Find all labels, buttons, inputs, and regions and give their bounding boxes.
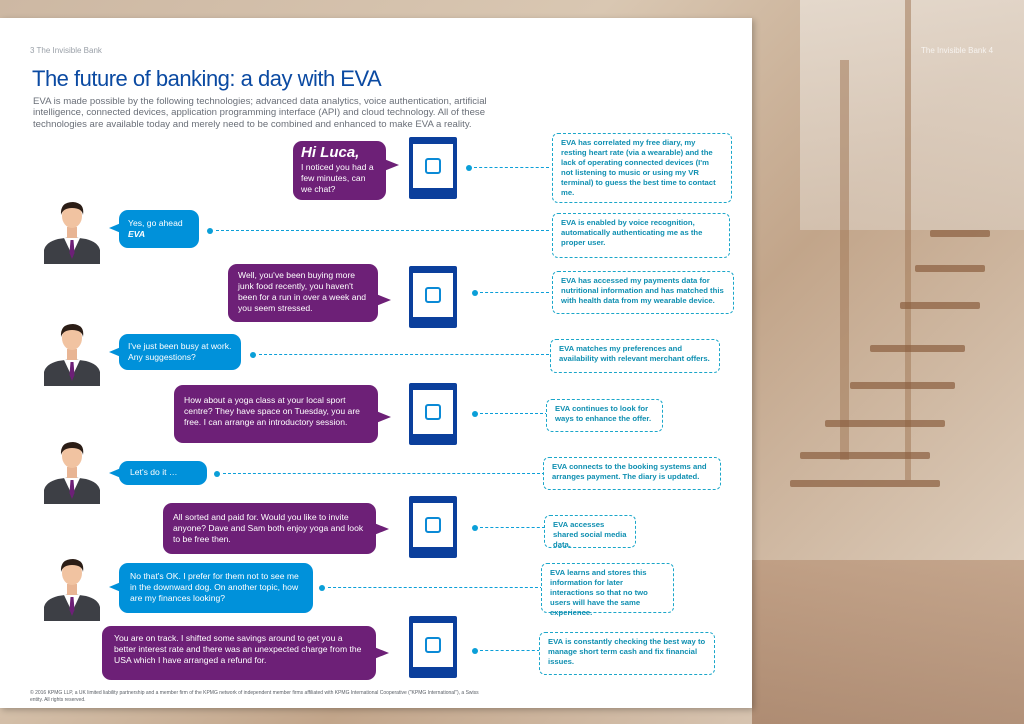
connector-line xyxy=(480,413,548,414)
explanation-note: EVA is constantly checking the best way to manage short term cash and fix financial issues. xyxy=(539,632,715,675)
background-stair-step xyxy=(790,480,940,487)
eva-message-bubble xyxy=(174,385,378,443)
bubble-tail xyxy=(109,347,121,357)
eva-message-bubble xyxy=(102,626,376,680)
user-message-text: Yes, go ahead xyxy=(128,218,183,228)
businessman-avatar-icon xyxy=(42,198,102,264)
background-stair-step xyxy=(870,345,965,352)
background-stair-step xyxy=(915,265,985,272)
connector-dot xyxy=(472,648,478,654)
tablet-screen-icon xyxy=(425,158,441,174)
bubble-tail xyxy=(109,582,121,592)
explanation-note: EVA has correlated my free diary, my resting heart rate (via a wearable) and the lack of operating connected devices (I'm not listening to music or using my VR terminal) to guess the best time to contact me. xyxy=(552,133,732,203)
explanation-note: EVA accesses shared social media data. xyxy=(544,515,636,548)
connector-line xyxy=(474,167,549,168)
connector-dot xyxy=(250,352,256,358)
businessman-avatar-icon xyxy=(42,438,102,504)
bubble-tail xyxy=(376,411,391,423)
explanation-note: EVA learns and stores this information for later interactions so that no two users will have the same experience. xyxy=(541,563,674,613)
explanation-note: EVA matches my preferences and availability with relevant merchant offers. xyxy=(550,339,720,373)
explanation-note: EVA connects to the booking systems and arranges payment. The diary is updated. xyxy=(543,457,721,490)
user-message-bubble xyxy=(119,461,207,485)
businessman-avatar-icon xyxy=(42,320,102,386)
connector-dot xyxy=(207,228,213,234)
explanation-note: EVA has accessed my payments data for nutritional information and has matched this with health data from my wearable device. xyxy=(552,271,734,314)
businessman-avatar-icon xyxy=(42,555,102,621)
tablet-icon xyxy=(409,266,457,328)
page-title: The future of banking: a day with EVA xyxy=(32,66,382,91)
connector-line xyxy=(480,527,545,528)
eva-message-text: Well, you've been buying more junk food recently, you haven't been for a run in over a week and you seem stressed. xyxy=(238,270,367,313)
bubble-tail xyxy=(374,523,389,535)
eva-message-bubble xyxy=(163,503,376,554)
eva-message-text: I noticed you had a few minutes, can we chat? xyxy=(301,162,374,194)
copyright-footer: © 2016 KPMG LLP, a UK limited liability partnership and a member firm of the KPMG network of independent member firms affiliated with KPMG International Cooperative ("KPMG International"), a Swiss entity. All rights reserved. xyxy=(30,690,479,703)
connector-dot xyxy=(472,411,478,417)
bubble-tail xyxy=(109,223,121,233)
tablet-icon xyxy=(409,496,457,558)
background-floor xyxy=(752,560,1024,724)
user-message-emphasis: EVA xyxy=(128,229,146,239)
connector-dot xyxy=(214,471,220,477)
connector-dot xyxy=(472,525,478,531)
connector-line xyxy=(216,230,549,231)
user-message-bubble xyxy=(119,563,313,613)
eva-message-bubble xyxy=(228,264,378,322)
bubble-tail xyxy=(109,468,121,478)
connector-dot xyxy=(472,290,478,296)
user-message-text: Let's do it … xyxy=(130,467,178,477)
tablet-screen-icon xyxy=(425,287,441,303)
background-stair-step xyxy=(825,420,945,427)
explanation-note: EVA is enabled by voice recognition, automatically authenticating me as the proper user. xyxy=(552,213,730,258)
connector-line xyxy=(480,650,540,651)
background-stair-step xyxy=(800,452,930,459)
eva-message-text: You are on track. I shifted some savings around to get you a better interest rate and there was an unexpected charge from the USA which I have arranged a refund for. xyxy=(114,633,362,665)
tablet-icon xyxy=(409,137,457,199)
background-stair-step xyxy=(850,382,955,389)
bubble-tail xyxy=(384,159,399,171)
background-window xyxy=(800,0,1024,230)
background-beam xyxy=(840,60,849,460)
connector-line xyxy=(259,354,549,355)
user-message-bubble xyxy=(119,334,241,370)
tablet-screen-icon xyxy=(425,637,441,653)
user-message-text: I've just been busy at work. Any suggestions? xyxy=(128,341,232,362)
connector-line xyxy=(328,587,543,588)
intro-paragraph: EVA is made possible by the following technologies; advanced data analytics, voice authentication, artificial intelligence, connected devices, application programming interface (API) and cloud technology. All of these technologies are available today and merely need to be combined and enhanced to make EVA a reality. xyxy=(33,96,487,130)
connector-dot xyxy=(466,165,472,171)
tablet-icon xyxy=(409,383,457,445)
background-stair-step xyxy=(900,302,980,309)
user-message-bubble xyxy=(119,210,199,248)
connector-dot xyxy=(319,585,325,591)
running-header-right: The Invisible Bank 4 xyxy=(921,46,994,55)
background-beam xyxy=(905,0,911,480)
connector-line xyxy=(223,473,545,474)
eva-message-text: How about a yoga class at your local sport centre? They have space on Tuesday, you are free. I can arrange an introductory session. xyxy=(184,395,360,427)
connector-line xyxy=(480,292,549,293)
bubble-tail xyxy=(376,294,391,306)
background-stair-step xyxy=(930,230,990,237)
tablet-screen-icon xyxy=(425,517,441,533)
user-message-text: No that's OK. I prefer for them not to see me in the downward dog. On another topic, how are my finances looking? xyxy=(130,571,299,603)
tablet-screen-icon xyxy=(425,404,441,420)
bubble-tail xyxy=(374,647,389,659)
tablet-icon xyxy=(409,616,457,678)
eva-greeting: Hi Luca, xyxy=(301,144,360,161)
explanation-note: EVA continues to look for ways to enhance the offer. xyxy=(546,399,663,432)
eva-message-text: All sorted and paid for. Would you like to invite anyone? Dave and Sam both enjoy yoga and look to be free then. xyxy=(173,512,364,544)
running-header-left: 3 The Invisible Bank xyxy=(30,46,102,55)
eva-message-bubble xyxy=(293,141,386,200)
